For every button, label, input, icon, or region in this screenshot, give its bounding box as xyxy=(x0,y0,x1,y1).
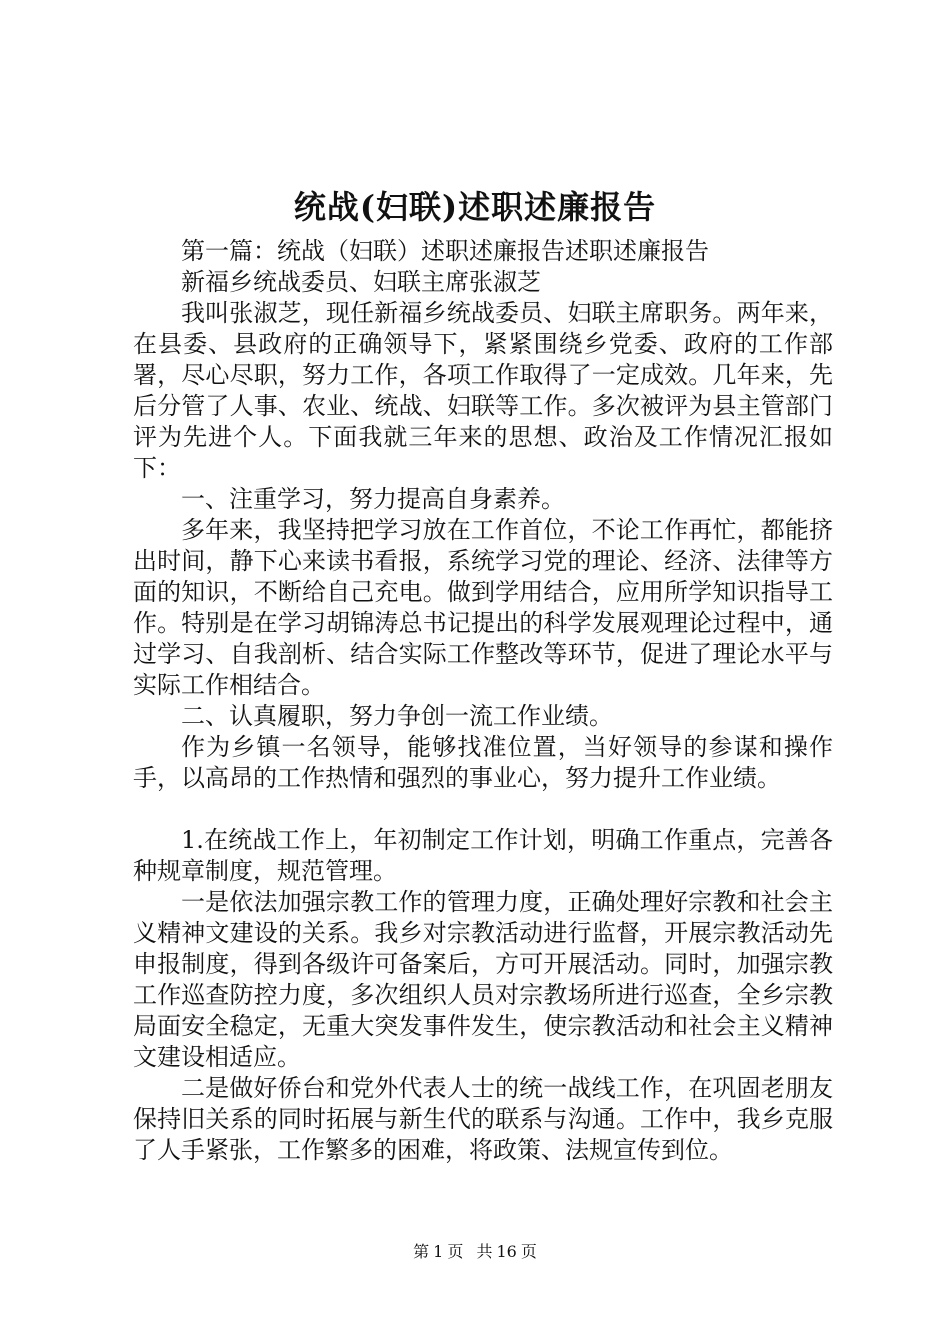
total-indicator xyxy=(474,1242,538,1261)
paragraph-overseas: 二是做好侨台和党外代表人士的统一战线工作，在巩固老朋友保持旧关系的同时拓展与新生代的联系与沟通。工作中，我乡克服了人手紧张，工作繁多的困难，将政策、法规宣传到位。 xyxy=(133,1074,833,1164)
paragraph-heading-one: 一、注重学习，努力提高自身素养。 xyxy=(181,485,565,513)
page-number: 1 xyxy=(433,1242,444,1261)
paragraph-intro: 我叫张淑芝，现任新福乡统战委员、妇联主席职务。两年来，在县委、县政府的正确领导下，紧紧围绕乡党委、政府的工作部署，尽心尽职，努力工作，各项工作取得了一定成效。几年来，先后分管了人事、农业、统战、妇联等工作。多次被评为县主管部门评为先进个人。下面我就三年来的思想、政治及工作情况汇报如下： xyxy=(133,299,833,482)
paragraph-religion: 一是依法加强宗教工作的管理力度，正确处理好宗教和社会主义精神文建设的关系。我乡对宗教活动进行监督，开展宗教活动先申报制度，得到各级许可备案后，方可开展活动。同时，加强宗教工作巡查防控力度，多次组织人员对宗教场所进行巡查，全乡宗教局面安全稳定，无重大突发事件发生，使宗教活动和社会主义精神文建设相适应。 xyxy=(133,888,833,1071)
paragraph-study: 多年来，我坚持把学习放在工作首位，不论工作再忙，都能挤出时间，静下心来读书看报，系统学习党的理论、经济、法律等方面的知识，不断给自己充电。做到学用结合，应用所学知识指导工作。特别是在学习胡锦涛总书记提出的科学发展观理论过程中，通过学习、自我剖析、结合实际工作整改等环节，促进了理论水平与实际工作相结合。 xyxy=(133,516,833,699)
page-indicator xyxy=(411,1242,465,1261)
paragraph-section-heading: 第一篇：统战（妇联）述职述廉报告述职述廉报告 xyxy=(181,237,709,265)
page-footer xyxy=(0,1240,950,1264)
paragraph-heading-two: 二、认真履职，努力争创一流工作业绩。 xyxy=(181,702,613,730)
paragraph-role: 作为乡镇一名领导，能够找准位置，当好领导的参谋和操作手，以高昂的工作热情和强烈的事业心，努力提升工作业绩。 xyxy=(133,733,833,792)
document-title: 统战(妇联)述职述廉报告 xyxy=(293,188,657,226)
paragraph-author: 新福乡统战委员、妇联主席张淑芝 xyxy=(181,268,541,296)
document-body xyxy=(133,236,833,1166)
total-pages: 16 xyxy=(496,1242,517,1261)
total-label: 页 xyxy=(520,1242,537,1261)
paragraph-united-front: 1.在统战工作上，年初制定工作计划，明确工作重点，完善各种规章制度，规范管理。 xyxy=(133,826,833,885)
page-label: 页 xyxy=(447,1242,464,1261)
total-prefix: 共 xyxy=(476,1242,493,1261)
page-prefix: 第 xyxy=(413,1242,430,1261)
